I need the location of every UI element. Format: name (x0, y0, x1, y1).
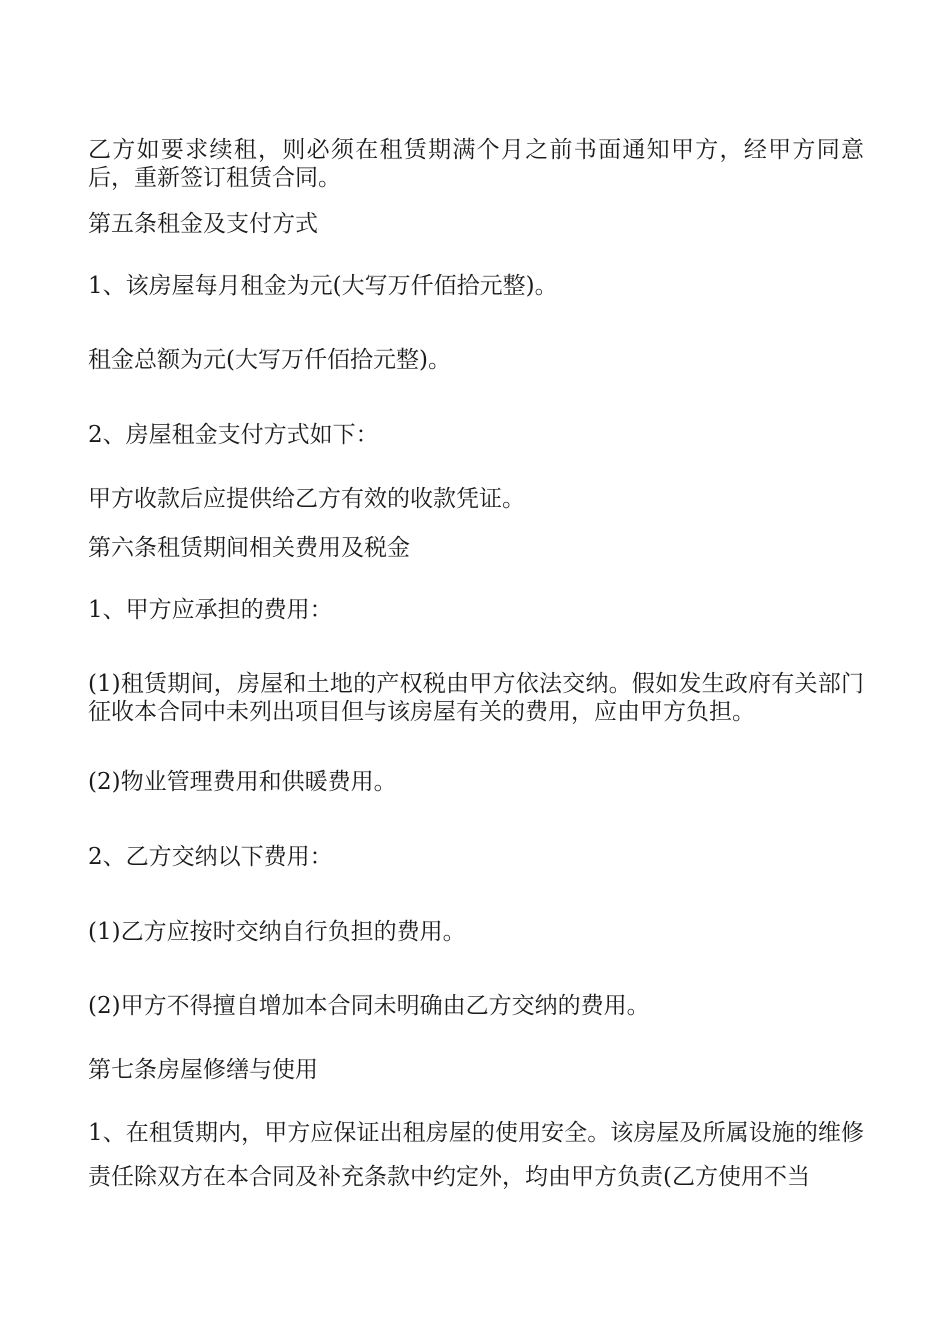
paragraph-no-extra-fees: (2)甲方不得擅自增加本合同未明确由乙方交纳的费用。 (88, 993, 650, 1019)
paragraph-party-b-pay-on-time: (1)乙方应按时交纳自行负担的费用。 (88, 919, 466, 945)
paragraph-repair-responsibility: 1、在租赁期内，甲方应保证出租房屋的使用安全。该房屋及所属设施的维修责任除双方在本合同及补充条款中约定外，均由甲方负责(乙方使用不当 (88, 1120, 864, 1190)
heading-article-7: 第七条房屋修缮与使用 (88, 1057, 318, 1083)
paragraph-management-fees: (2)物业管理费用和供暖费用。 (88, 769, 397, 795)
heading-article-5: 第五条租金及支付方式 (88, 211, 318, 237)
paragraph-party-b-fees: 2、乙方交纳以下费用： (88, 844, 333, 870)
paragraph-receipt: 甲方收款后应提供给乙方有效的收款凭证。 (88, 486, 525, 512)
paragraph-total-rent: 租金总额为元(大写万仟佰拾元整)。 (88, 347, 451, 373)
paragraph-party-a-fees: 1、甲方应承担的费用： (88, 597, 333, 623)
paragraph-payment-method: 2、房屋租金支付方式如下： (88, 422, 379, 448)
paragraph-monthly-rent: 1、该房屋每月租金为元(大写万仟佰拾元整)。 (88, 273, 558, 299)
paragraph-renewal-notice: 乙方如要求续租，则必须在租赁期满个月之前书面通知甲方，经甲方同意后，重新签订租赁合同。 (88, 137, 864, 191)
heading-article-6: 第六条租赁期间相关费用及税金 (88, 535, 410, 561)
paragraph-property-tax: (1)租赁期间，房屋和土地的产权税由甲方依法交纳。假如发生政府有关部门征收本合同中未列出项目但与该房屋有关的费用，应由甲方负担。 (88, 671, 864, 725)
